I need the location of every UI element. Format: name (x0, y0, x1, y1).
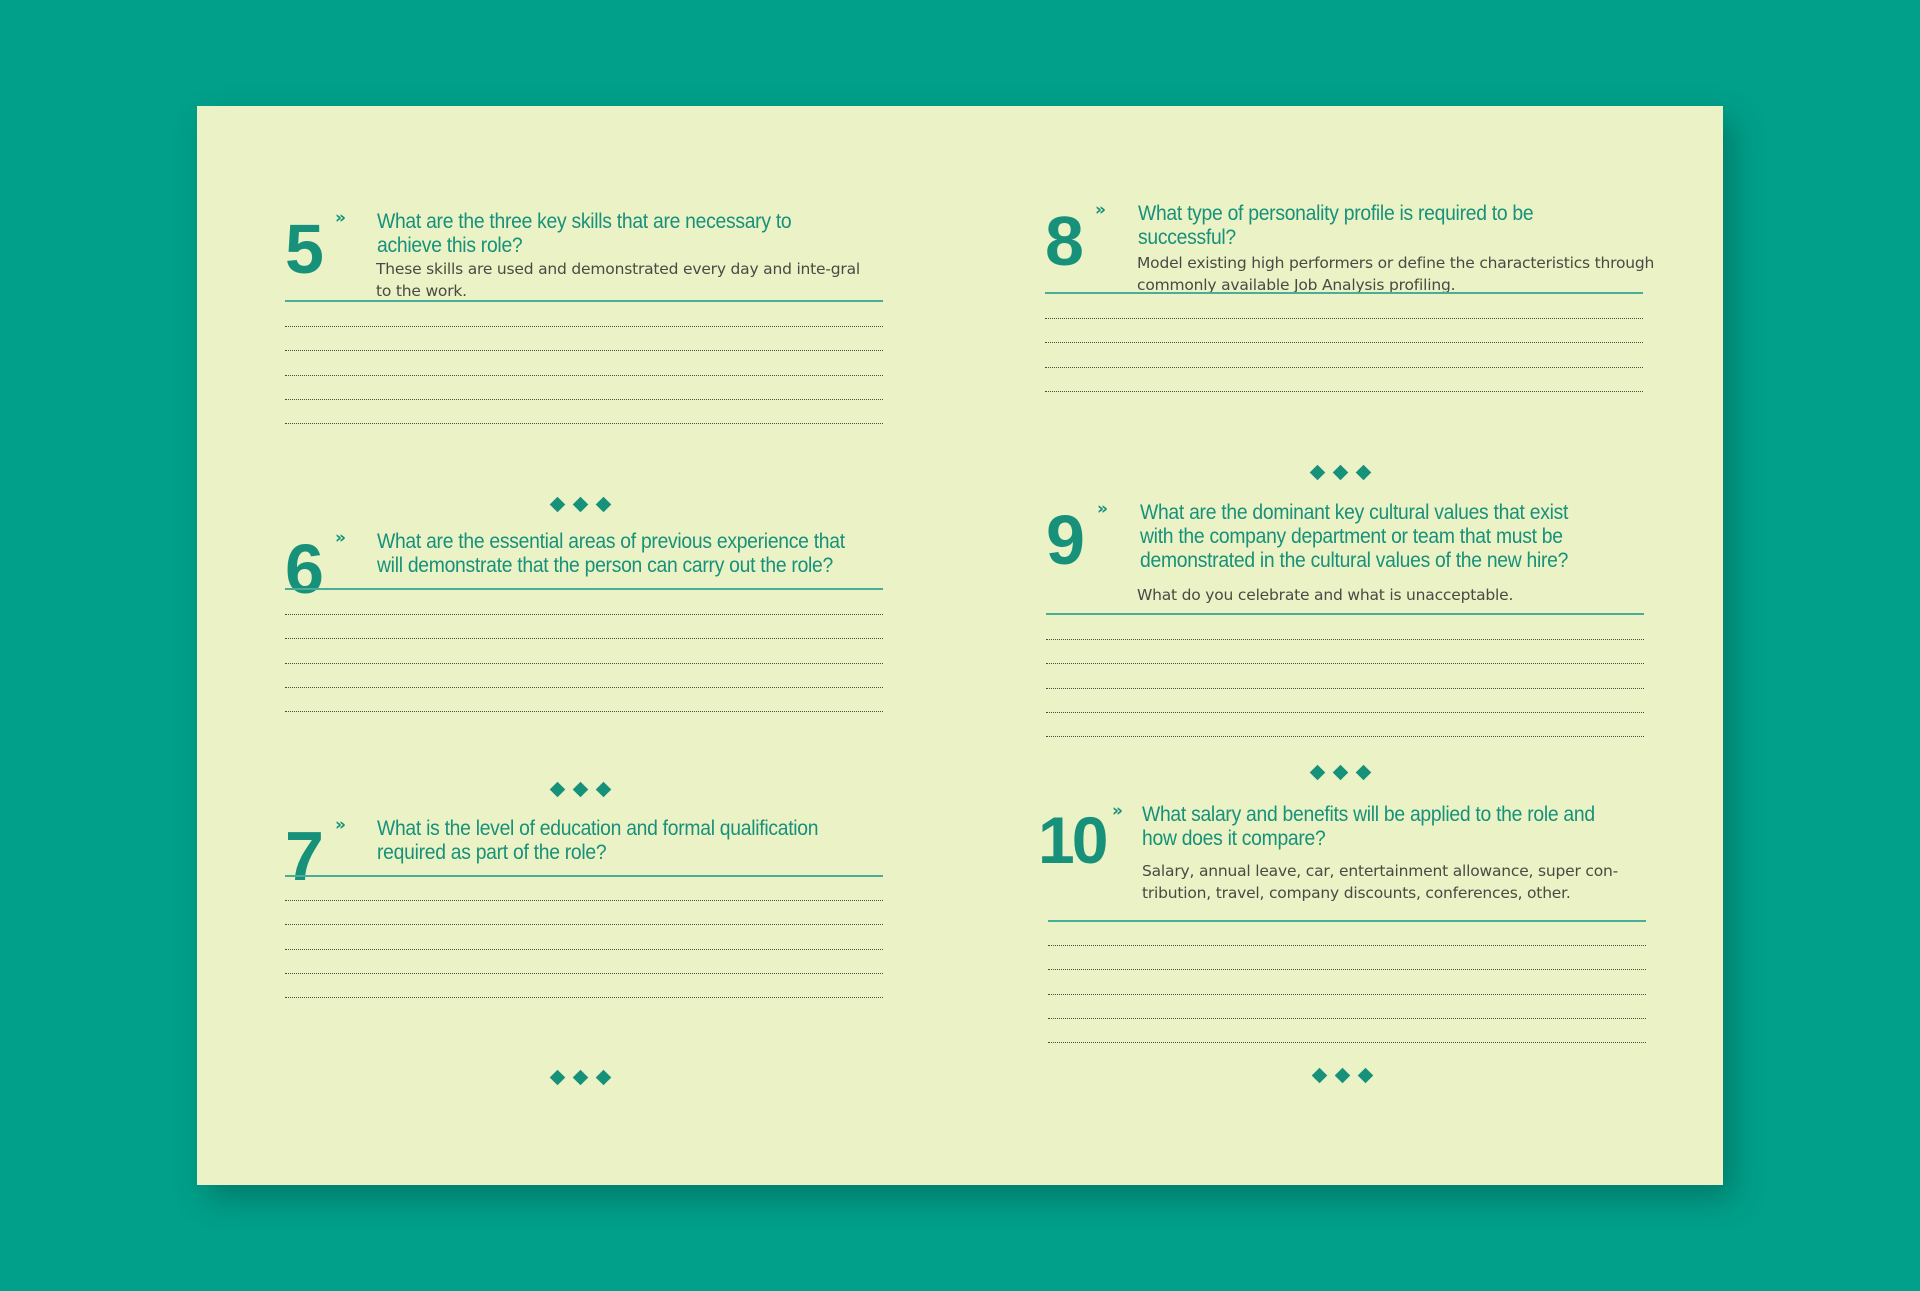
answer-line[interactable] (285, 638, 883, 639)
answer-line[interactable] (285, 350, 883, 351)
section-divider-diamonds (550, 1072, 616, 1086)
section-divider-diamonds (1310, 467, 1376, 481)
answer-line[interactable] (1046, 639, 1644, 640)
answer-lines[interactable] (1048, 807, 1646, 1052)
question-number: 5 (285, 210, 322, 288)
answer-line[interactable] (1046, 736, 1644, 737)
question-title: What are the essential areas of previous experience that will demonstrate that the person can carry out the role? (377, 530, 845, 577)
answer-line[interactable] (1048, 1018, 1646, 1019)
answer-lines[interactable] (1045, 202, 1643, 406)
question-title: What type of personality profile is required to be successful? (1138, 202, 1534, 249)
section-divider-diamonds (550, 499, 616, 513)
section-divider-diamonds (550, 784, 616, 798)
answer-line[interactable] (1045, 391, 1643, 392)
question-8 (1045, 200, 1655, 406)
section-divider-diamonds (1310, 767, 1376, 781)
question-description: What do you celebrate and what is unacceptable. (1137, 586, 1514, 604)
question-title: What are the dominant key cultural values that exist with the company department or team that must be demonstrated in the cultural values of the new hire? (1140, 501, 1569, 572)
question-6 (285, 528, 883, 724)
answer-lines[interactable] (1046, 501, 1644, 745)
answer-line[interactable] (285, 663, 883, 664)
chevron-right-icon: » (1097, 499, 1108, 519)
question-title: What are the three key skills that are necessary to achieve this role? (377, 210, 792, 257)
answer-lines[interactable] (285, 210, 883, 434)
question-number: 6 (285, 530, 322, 608)
chevron-right-icon: » (1112, 801, 1123, 821)
answer-line[interactable] (285, 614, 883, 615)
answer-line[interactable] (285, 399, 883, 400)
answer-lines[interactable] (285, 817, 883, 1011)
question-description: These skills are used and demonstrated every day and inte-gral to the work. (376, 260, 861, 300)
answer-line[interactable] (1045, 367, 1643, 368)
answer-line[interactable] (285, 924, 883, 925)
question-description: Salary, annual leave, car, entertainment allowance, super con-tribution, travel, company discounts, conferences, other. (1142, 862, 1619, 902)
answer-line[interactable] (285, 949, 883, 950)
answer-line[interactable] (1048, 1042, 1646, 1043)
answer-line[interactable] (285, 375, 883, 376)
answer-line[interactable] (1048, 969, 1646, 970)
answer-line[interactable] (285, 423, 883, 424)
question-number: 9 (1046, 501, 1083, 579)
question-title: What is the level of education and formal qualification required as part of the role? (377, 817, 819, 864)
question-5 (285, 208, 883, 434)
question-description: Model existing high performers or define the characteristics through commonly available Job Analysis profiling. (1137, 254, 1655, 294)
chevron-right-icon: » (335, 815, 346, 835)
answer-line[interactable] (285, 997, 883, 998)
answer-line[interactable] (285, 326, 883, 327)
question-title: What salary and benefits will be applied to the role and how does it compare? (1142, 803, 1595, 850)
question-number: 8 (1045, 202, 1082, 280)
section-divider-diamonds (1312, 1070, 1378, 1084)
answer-line[interactable] (1048, 945, 1646, 946)
answer-line[interactable] (285, 900, 883, 901)
answer-line[interactable] (285, 973, 883, 974)
question-number: 7 (285, 817, 322, 895)
answer-line[interactable] (1045, 342, 1643, 343)
answer-line[interactable] (1045, 318, 1643, 319)
answer-line[interactable] (1048, 994, 1646, 995)
question-9 (1046, 499, 1644, 745)
answer-lines[interactable] (285, 530, 883, 724)
chevron-right-icon: » (1095, 200, 1106, 220)
worksheet-spread (197, 106, 1723, 1185)
answer-line[interactable] (1046, 712, 1644, 713)
question-number: 10 (1038, 803, 1106, 877)
chevron-right-icon: » (335, 208, 346, 228)
answer-line[interactable] (285, 711, 883, 712)
answer-line[interactable] (1046, 688, 1644, 689)
question-10 (1038, 801, 1646, 1052)
answer-line[interactable] (285, 687, 883, 688)
answer-line[interactable] (1046, 663, 1644, 664)
question-7 (285, 815, 883, 1011)
chevron-right-icon: » (335, 528, 346, 548)
